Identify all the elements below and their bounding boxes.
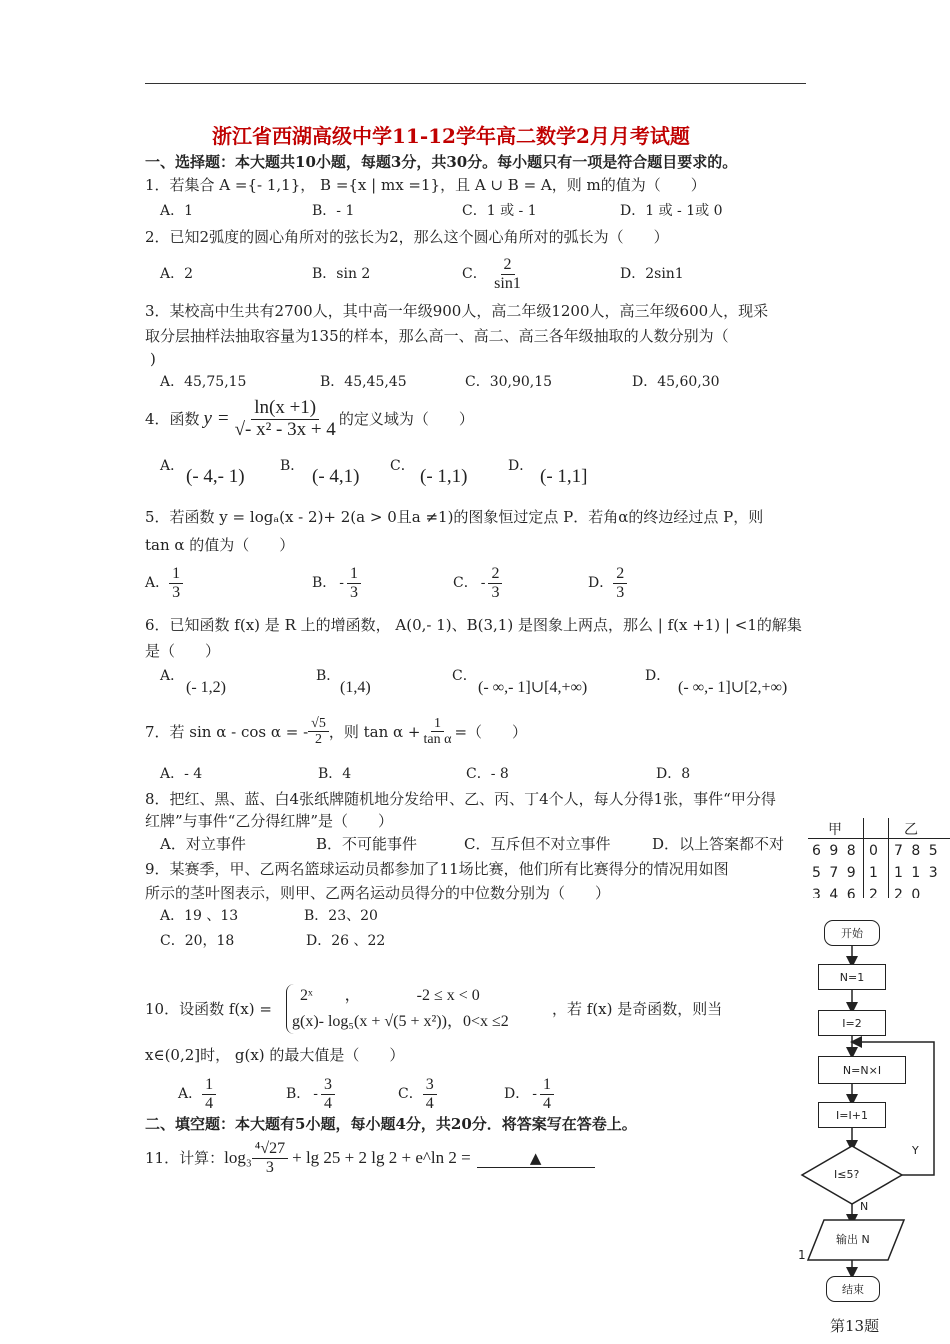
q6-option-a: (- 1,2) — [186, 679, 226, 696]
q5-num-a: 1 — [169, 565, 183, 584]
q10-line-2: x∈(0,2]时， g(x) 的最大值是（ ） — [145, 1046, 405, 1064]
stem-leaf-plot — [808, 818, 950, 898]
q9-line-2: 所示的茎叶图表示，则甲、乙两名运动员得分的中位数分别为（ ） — [145, 884, 611, 902]
q5-option-d — [588, 565, 627, 601]
q10-option-c — [398, 1076, 437, 1112]
stem-divider-right — [888, 818, 889, 898]
q7-option-d: D．8 — [656, 766, 691, 782]
q4-option-a: (- 4,- 1) — [186, 466, 245, 487]
stem-row-3-stem: 2 — [869, 887, 880, 898]
q1-option-c: C．1 或 - 1 — [462, 203, 537, 219]
q6-label-b: B． — [316, 668, 341, 684]
flow-output: 输出 N — [836, 1233, 870, 1246]
q5-num-c: 2 — [488, 565, 502, 584]
q5-frac-d — [613, 565, 627, 601]
q10-frac-a — [202, 1076, 216, 1112]
q4-option-b: (- 4,1) — [312, 466, 360, 487]
q6-line-2: 是（ ） — [145, 642, 221, 660]
q10-option-a — [178, 1076, 216, 1112]
q7-num-2: 1 — [431, 716, 444, 732]
q10-frac-c — [423, 1076, 437, 1112]
q4-prefix: 4．函数 — [145, 410, 200, 429]
q10-case-2: g(x)- log₅(x + √(5 + x²))，0<x ≤2 — [292, 1013, 509, 1030]
anchor-mark: 1 — [798, 1248, 806, 1262]
q5-sign-b: - — [339, 574, 345, 591]
q4-fraction — [232, 398, 339, 441]
q1-option-d: D．1 或 - 1或 0 — [620, 203, 723, 219]
q10-den-c: 4 — [425, 1094, 434, 1112]
q2-c-numerator: 2 — [501, 256, 515, 275]
q2-option-c-fraction — [491, 256, 524, 292]
q10-sign-b: - — [313, 1085, 319, 1102]
q5-label-c: C． — [453, 574, 478, 591]
q6-line-1: 6．已知函数 f(x) 是 R 上的增函数， A(0,- 1)、B(3,1) 是图象上两点，那么 | f(x +1) | <1的解集 — [145, 616, 802, 634]
q10-num-a: 1 — [202, 1076, 216, 1095]
stem-divider-left — [863, 818, 864, 898]
flow-update-n: N=N×I — [818, 1056, 906, 1084]
q5-label-d: D． — [588, 574, 614, 591]
q10-frac-b — [321, 1076, 335, 1112]
q10-den-a: 4 — [205, 1094, 214, 1112]
flow-yes-label: Y — [912, 1144, 919, 1157]
q4-label-b: B． — [280, 458, 305, 474]
flow-init-n: N=1 — [818, 964, 886, 990]
q5-num-b: 1 — [347, 565, 361, 584]
flowchart-caption: 第13题 — [830, 1317, 880, 1335]
q2-option-a: A．2 — [160, 266, 194, 282]
q4-label-c: C． — [390, 458, 415, 474]
q2-option-c — [462, 256, 524, 292]
q8-line-1: 8．把红、黑、蓝、白4张纸牌随机地分发给甲、乙、丙、丁4个人，每人分得1张，事件“甲分得 — [145, 790, 776, 808]
q10-option-b — [286, 1076, 335, 1112]
q10-frac-d — [540, 1076, 554, 1112]
q5-den-a: 3 — [172, 583, 181, 601]
q7-frac-2 — [421, 716, 455, 748]
q5-sign-c: - — [480, 574, 486, 591]
q5-option-b — [312, 565, 361, 601]
q1-option-a: A．1 — [160, 203, 194, 219]
q3-line-2: 取分层抽样法抽取容量为135的样本，那么高一、高二、高三各年级抽取的人数分别为（ — [145, 327, 729, 345]
q5-line-2: tan α 的值为（ ） — [145, 536, 295, 554]
stem-row-1-left: 6 9 8 — [812, 843, 858, 859]
q9-option-d: D．26 、22 — [306, 933, 386, 949]
q10-label-c: C． — [398, 1085, 423, 1102]
page-title: 浙江省西湖高级中学11-12学年高二数学2月月考试题 — [212, 124, 690, 148]
q10-sign-d: - — [532, 1085, 537, 1102]
q11-stem — [145, 1140, 595, 1176]
q10-den-b: 4 — [324, 1094, 333, 1112]
q2-c-denominator: sin1 — [494, 274, 521, 292]
q11-prefix: 11．计算： — [145, 1149, 225, 1168]
q10-case-1: 2ˣ ， -2 ≤ x < 0 — [300, 987, 480, 1004]
q11-denominator: 3 — [265, 1158, 274, 1176]
q4-label-d: D． — [508, 458, 534, 474]
q7-option-c: C．- 8 — [466, 766, 509, 782]
q3-line-1: 3．某校高中生共有2700人，其中高一年级900人，高二年级1200人，高三年级600人，现采 — [145, 302, 769, 320]
q5-num-d: 2 — [613, 565, 627, 584]
stem-row-1-right: 7 8 5 — [894, 843, 940, 859]
q11-log: log₃ — [224, 1147, 252, 1167]
flowchart — [796, 898, 950, 1344]
q7-num-1: √5 — [308, 716, 329, 732]
q7-prefix: 7．若 sin α - cos α = - — [145, 722, 309, 741]
q5-label-a: A． — [145, 574, 170, 591]
stem-header-right: 乙 — [904, 822, 920, 838]
q5-den-d: 3 — [616, 583, 625, 601]
q10-num-b: 3 — [321, 1076, 335, 1095]
q4-denominator: √- x² - 3x + 4 — [234, 418, 336, 440]
flow-condition: I≤5? — [834, 1168, 860, 1181]
stem-row-2-right: 1 1 3 — [894, 865, 940, 881]
q10-den-d: 4 — [542, 1094, 551, 1112]
q4-label-a: A． — [160, 458, 185, 474]
flow-update-i: I=I+1 — [818, 1102, 886, 1128]
q1-option-b: B．- 1 — [312, 203, 355, 219]
q8-option-c: C．互斥但不对立事件 — [464, 835, 611, 853]
q1-stem: 1．若集合 A ={- 1,1}， B ={x | mx =1}，且 A ∪ B = A，则 m的值为（ ） — [145, 176, 706, 194]
q6-label-c: C． — [452, 668, 477, 684]
q10-label-b: B． — [286, 1085, 311, 1102]
q11-numerator: ⁴√27 — [252, 1140, 288, 1159]
q4-numerator: ln(x +1) — [251, 398, 319, 420]
q4-suffix: 的定义域为（ ） — [338, 410, 474, 429]
stem-header-left: 甲 — [828, 822, 844, 838]
q4-y: y = — [203, 407, 230, 429]
q9-option-b: B．23、20 — [304, 908, 378, 924]
q11-rest: + lg 25 + 2 lg 2 + e^ln 2 = — [292, 1147, 471, 1167]
q7-option-b: B．4 — [318, 766, 352, 782]
q10-prefix: 10．设函数 f(x) = — [145, 1000, 272, 1018]
q5-label-b: B． — [312, 574, 337, 591]
stem-row-3-left: 3 4 6 — [812, 887, 858, 898]
q7-den-1: 2 — [315, 732, 323, 748]
stem-row-2-left: 5 7 9 — [812, 865, 858, 881]
q6-label-d: D． — [645, 668, 671, 684]
q2-option-b: B．sin 2 — [312, 266, 371, 282]
q3-option-b: B．45,45,45 — [320, 374, 407, 390]
q8-option-a: A．对立事件 — [160, 835, 246, 853]
q5-frac-a — [169, 565, 183, 601]
q5-frac-b — [347, 565, 361, 601]
q5-option-a — [145, 565, 183, 601]
q2-option-c-label: C． — [462, 266, 487, 283]
q6-option-b: (1,4) — [340, 679, 371, 696]
q5-line-1: 5．若函数 y = logₐ(x - 2)+ 2(a > 0且a ≠1)的图象恒过定点 P．若角α的终边经过点 P，则 — [145, 508, 764, 526]
q3-line-3: ) — [150, 350, 156, 368]
q4-option-c: (- 1,1) — [420, 466, 468, 487]
q10-num-d: 1 — [540, 1076, 554, 1095]
flow-end: 结束 — [826, 1276, 880, 1302]
q8-option-b: B．不可能事件 — [316, 835, 418, 853]
q4-stem — [145, 398, 474, 441]
q5-frac-c — [488, 565, 502, 601]
top-rule — [145, 83, 806, 84]
q9-option-a: A．19 、13 — [160, 908, 239, 924]
q8-option-d: D．以上答案都不对 — [652, 835, 785, 853]
q10-num-c: 3 — [423, 1076, 437, 1095]
q3-option-a: A．45,75,15 — [160, 374, 247, 390]
q7-stem — [145, 716, 527, 748]
q6-option-c: (- ∞,- 1]∪[4,+∞) — [478, 679, 588, 696]
q7-den-2: tan α — [423, 732, 452, 748]
q8-line-2: 红牌”与事件“乙分得红牌”是（ ） — [145, 812, 394, 830]
q10-option-d — [504, 1076, 554, 1112]
q5-option-c — [453, 565, 502, 601]
triangle-marker-icon: ▲ — [529, 1148, 542, 1167]
flow-start: 开始 — [824, 920, 880, 946]
flow-init-i: I=2 — [818, 1010, 886, 1036]
q11-answer-blank — [477, 1149, 595, 1168]
q2-option-d: D．2sin1 — [620, 266, 684, 282]
q9-line-1: 9．某赛季，甲、乙两名篮球运动员都参加了11场比赛，他们所有比赛得分的情况用如图 — [145, 860, 729, 878]
q10-label-a: A． — [178, 1085, 203, 1102]
q7-suffix: =（ ） — [454, 722, 528, 741]
q2-stem: 2．已知2弧度的圆心角所对的弦长为2，那么这个圆心角所对的弧长为（ ） — [145, 228, 669, 246]
flow-no-label: N — [860, 1200, 869, 1213]
q7-frac-1 — [308, 716, 329, 748]
q10-label-d: D． — [504, 1085, 530, 1102]
q5-den-c: 3 — [491, 583, 500, 601]
q9-option-c: C．20，18 — [160, 933, 235, 949]
section-1-heading: 一、选择题：本大题共10小题，每题3分，共30分。每小题只有一项是符合题目要求的。 — [145, 153, 738, 171]
q3-option-c: C．30,90,15 — [465, 374, 553, 390]
section-2-heading: 二、填空题：本大题有5小题，每小题4分，共20分．将答案写在答卷上。 — [145, 1115, 637, 1133]
q4-option-d: (- 1,1] — [540, 466, 588, 487]
q6-label-a: A． — [160, 668, 185, 684]
q3-option-d: D．45,60,30 — [632, 374, 720, 390]
q10-suffix: ，若 f(x) 是奇函数，则当 — [552, 1000, 723, 1018]
q5-den-b: 3 — [350, 583, 359, 601]
q11-fraction — [252, 1140, 288, 1176]
q7-mid: ，则 tan α + — [328, 722, 421, 741]
stem-row-3-right: 2 0 — [894, 887, 923, 898]
stem-row-2-stem: 1 — [869, 865, 880, 881]
q7-option-a: A．- 4 — [160, 766, 203, 782]
stem-row-1-stem: 0 — [869, 843, 880, 859]
q6-option-d: (- ∞,- 1]∪[2,+∞) — [678, 679, 788, 696]
